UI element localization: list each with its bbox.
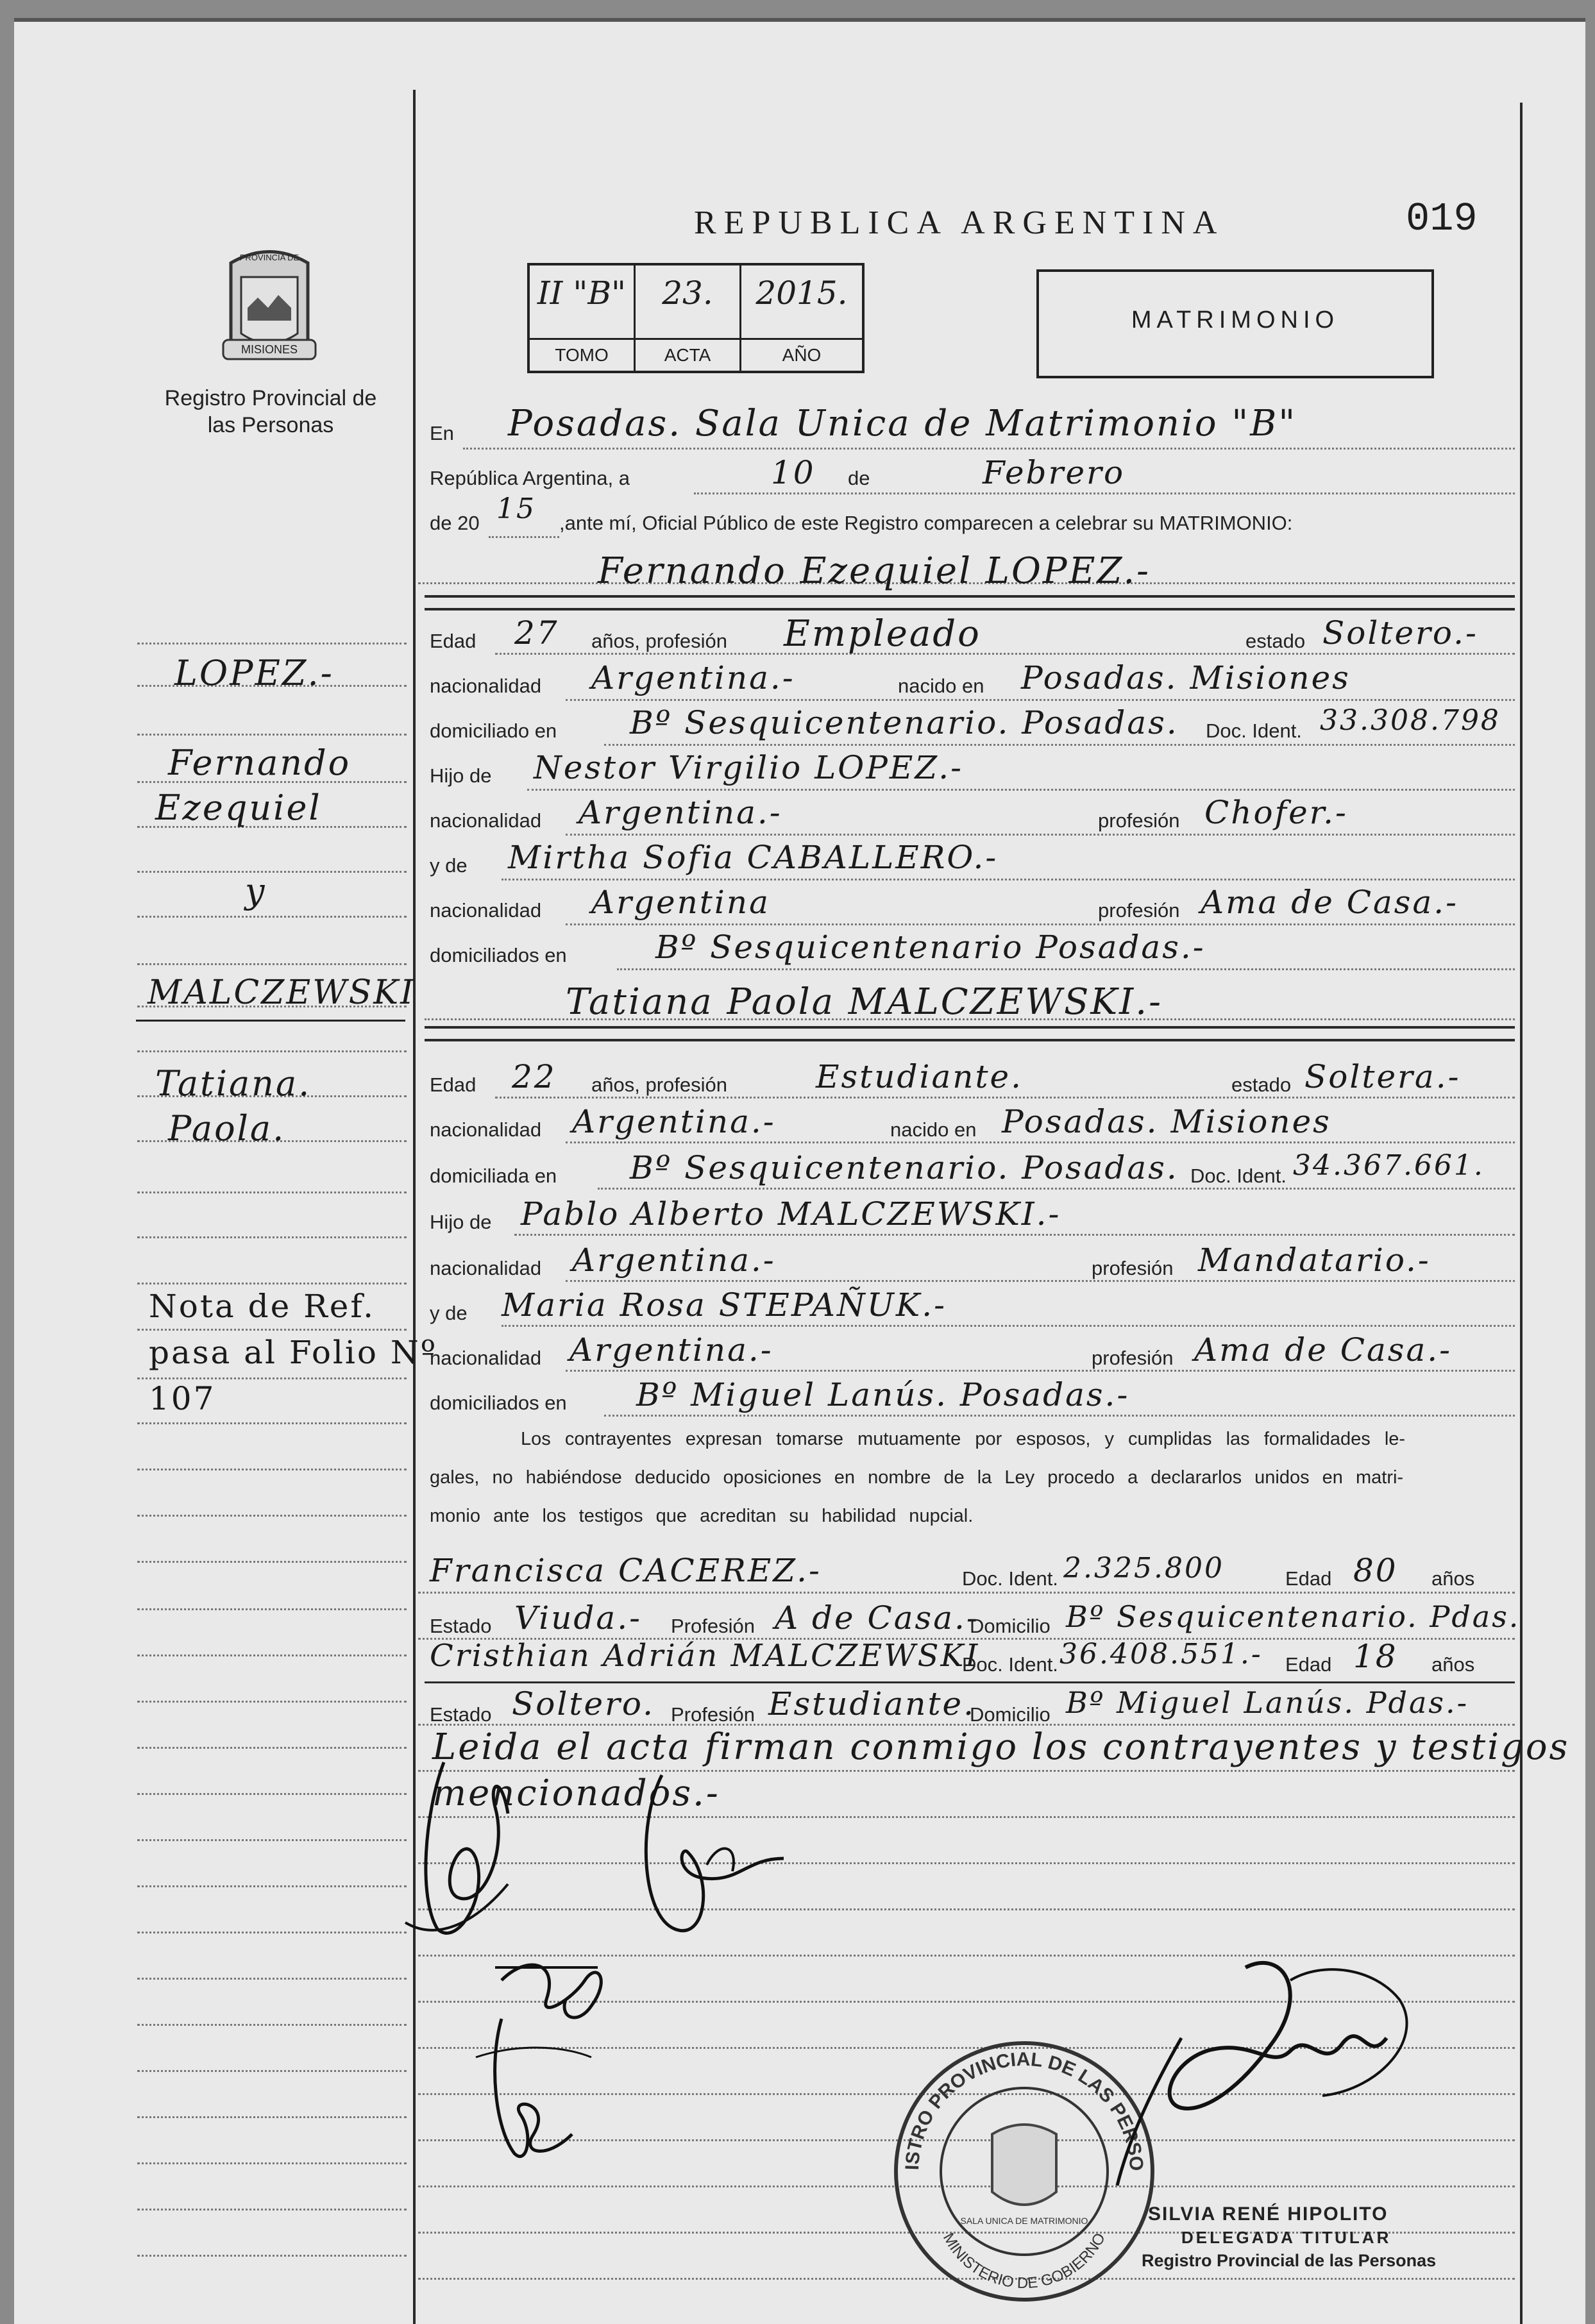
bride-nacido: Posadas. Misiones: [1002, 1103, 1331, 1140]
bride-mother-nac: Argentina.-: [570, 1331, 773, 1368]
certificate-page: [14, 18, 1585, 2324]
tomo-acta-anio-box: [527, 263, 865, 373]
groom-father-nac: Argentina.-: [578, 794, 782, 831]
groom-doc: 33.308.798: [1320, 704, 1501, 737]
misiones-emblem-icon: [218, 244, 321, 372]
acta-label: ACTA: [636, 338, 739, 371]
groom-padres-dom: Bº Sesquicentenario Posadas.-: [655, 929, 1206, 966]
groom-mother-prof-label: profesión: [1098, 899, 1180, 922]
official-signature-icon: [1079, 1942, 1438, 2198]
bride-father-prof: Mandatario.-: [1198, 1242, 1431, 1279]
country-title: REPUBLICA ARGENTINA: [694, 205, 1225, 241]
groom-nacionalidad-label: nacionalidad: [430, 675, 542, 697]
bride-estado: Soltera.-: [1304, 1058, 1461, 1095]
tomo-cell: [530, 265, 636, 371]
sidebar-name-5: MALCZEWSKI: [148, 973, 416, 1012]
groom-estado-label: estado: [1245, 630, 1306, 652]
groom-mother: Mirtha Sofia CABALLERO.-: [508, 839, 999, 876]
witness-1-profesion: A de Casa.-: [775, 1599, 979, 1637]
groom-hijo-label: Hijo de: [430, 764, 492, 787]
groom-mother-nac-label: nacionalidad: [430, 899, 542, 922]
witness-2-domicilio: Bº Miguel Lanús. Pdas.-: [1066, 1685, 1469, 1720]
bride-nacido-label: nacido en: [890, 1118, 977, 1141]
bride-nacionalidad: Argentina.-: [572, 1103, 776, 1140]
sidebar-note-3: 107: [149, 1380, 216, 1417]
emblem-top-text: PROVINCIA DE: [239, 253, 300, 262]
groom-signature-icon: [399, 1737, 591, 1948]
acta-cell: [636, 265, 741, 371]
groom-nacionalidad: Argentina.-: [591, 659, 795, 696]
bride-mother-prof-label: profesión: [1092, 1347, 1174, 1369]
groom-profesion: Empleado: [784, 613, 981, 655]
witness-2-profesion-label: Profesión: [671, 1703, 755, 1726]
tomo-value: II "B": [537, 274, 627, 312]
bride-mother-prof: Ama de Casa.-: [1194, 1331, 1453, 1368]
bride-estado-label: estado: [1231, 1074, 1292, 1096]
groom-father-prof: Chofer.-: [1204, 794, 1348, 831]
witness-1-estado-label: Estado: [430, 1615, 492, 1637]
emblem-bottom-text: MISIONES: [241, 343, 298, 356]
sidebar-name-1: LOPEZ.-: [174, 653, 334, 693]
bride-padres-dom: Bº Miguel Lanús. Posadas.-: [636, 1376, 1130, 1413]
stamp-ring-text: REGISTRO PROVINCIAL DE LAS PERSONAS: [879, 2002, 1147, 2172]
witness-1-profesion-label: Profesión: [671, 1615, 755, 1637]
anio-value: 2015.: [755, 274, 848, 312]
bride-father: Pablo Alberto MALCZEWSKI.-: [521, 1195, 1061, 1233]
en-label: En: [430, 422, 454, 444]
witness-1-edad-label: Edad: [1285, 1567, 1332, 1590]
anio-cell: [741, 265, 862, 371]
stamp-bottom-text: MINISTERIO DE GOBIERNO: [939, 2230, 1110, 2293]
bride-padres-dom-label: domiciliados en: [430, 1392, 567, 1414]
groom-domicilio-label: domiciliado en: [430, 720, 557, 742]
sidebar-note-1: Nota de Ref.: [149, 1288, 375, 1325]
bride-edad-label: Edad: [430, 1074, 477, 1096]
bride-doc-label: Doc. Ident.: [1190, 1165, 1287, 1187]
groom-edad-label: Edad: [430, 630, 477, 652]
bride-full-name: Tatiana Paola MALCZEWSKI.-: [566, 981, 1163, 1023]
sidebar-name-7: Paola.: [168, 1108, 286, 1149]
bride-father-nac-label: nacionalidad: [430, 1257, 542, 1279]
witness-2-edad-label: Edad: [1285, 1653, 1332, 1676]
act-type-box: [1036, 269, 1434, 378]
groom-edad: 27: [514, 614, 559, 652]
groom-nacido-label: nacido en: [898, 675, 984, 697]
sidebar-name-4: y: [245, 871, 267, 911]
bride-profesion: Estudiante.: [816, 1058, 1024, 1095]
bride-father-nac: Argentina.-: [572, 1242, 776, 1279]
groom-father-prof-label: profesión: [1098, 809, 1180, 832]
closing-line-1: Leida el acta firman conmigo los contrayentes y testigos: [432, 1726, 1570, 1768]
bride-doc: 34.367.661.: [1293, 1149, 1485, 1182]
day-value: 10: [771, 454, 816, 491]
bride-mother: Maria Rosa STEPAÑUK.-: [502, 1286, 947, 1324]
act-type-label: MATRIMONIO: [1131, 307, 1340, 333]
bride-mother-nac-label: nacionalidad: [430, 1347, 542, 1369]
month-value: Febrero: [983, 454, 1126, 491]
bride-father-prof-label: profesión: [1092, 1257, 1174, 1279]
left-margin-rule: [413, 90, 416, 2324]
witness-2-estado: Soltero.: [512, 1685, 655, 1722]
stamp-inner-text: SALA UNICA DE MATRIMONIO: [960, 2216, 1088, 2226]
witness-1-doc: 2.325.800: [1063, 1552, 1224, 1585]
bride-hijo-label: Hijo de: [430, 1211, 492, 1233]
sidebar-name-3: Ezequiel: [155, 787, 322, 828]
right-margin-rule: [1520, 103, 1523, 2324]
witness-1-name: Francisca CACEREZ.-: [430, 1552, 822, 1589]
year-prefix: de 20: [430, 512, 480, 534]
closing-line-2: mencionados.-: [432, 1772, 720, 1814]
groom-nacido: Posadas. Misiones: [1021, 659, 1351, 696]
groom-yde-label: y de: [430, 854, 468, 877]
groom-full-name: Fernando Ezequiel LOPEZ.-: [598, 550, 1151, 592]
witness-1-anos-label: años: [1431, 1567, 1475, 1590]
place-value: Posadas. Sala Unica de Matrimonio "B": [508, 403, 1297, 444]
groom-domicilio: Bº Sesquicentenario. Posadas.: [630, 704, 1179, 741]
witness-2-doc: 36.408.551.-: [1059, 1638, 1263, 1671]
groom-mother-prof: Ama de Casa.-: [1201, 884, 1459, 921]
witness-2-edad: 18: [1353, 1638, 1398, 1675]
acta-value: 23.: [662, 274, 713, 312]
bride-yde-label: y de: [430, 1302, 468, 1324]
folio-number: 019: [1406, 196, 1478, 242]
declaration-line-3: monio ante los testigos que acreditan su habilidad nupcial.: [430, 1506, 974, 1526]
svg-text:MINISTERIO DE GOBIERNO: [940, 2230, 1109, 2293]
declaration-line-1: Los contrayentes expresan tomarse mutuamente por esposos, y cumplidas las formalidades le-: [521, 1429, 1406, 1449]
declaration-line-2: gales, no habiéndose deducido oposiciones en nombre de la Ley procedo a declararlos unidos en matri-: [430, 1467, 1404, 1488]
witness-1-doc-label: Doc. Ident.: [962, 1567, 1058, 1590]
bride-edad: 22: [512, 1058, 557, 1095]
groom-mother-nac: Argentina: [591, 884, 770, 921]
registry-label: Registro Provincial de las Personas: [164, 386, 377, 437]
intro-statement: ,ante mí, Oficial Público de este Registro comparecen a celebrar su MATRIMONIO:: [559, 512, 1293, 534]
bride-signature-icon: [636, 1762, 803, 1955]
bride-anos-prof-label: años, profesión: [591, 1074, 727, 1096]
witness-1-edad: 80: [1353, 1552, 1398, 1589]
groom-anos-prof-label: años, profesión: [591, 630, 727, 652]
republica-label: República Argentina, a: [430, 467, 630, 489]
sidebar-note-2: pasa al Folio Nº: [149, 1334, 438, 1371]
tomo-label: TOMO: [530, 338, 634, 371]
groom-father: Nestor Virgilio LOPEZ.-: [534, 749, 964, 786]
official-title: DELEGADA TITULAR: [1181, 2228, 1392, 2247]
witness-2-name: Cristhian Adrián MALCZEWSKI: [430, 1638, 980, 1674]
bride-domicilio: Bº Sesquicentenario. Posadas.: [630, 1149, 1179, 1186]
anio-label: AÑO: [741, 338, 862, 371]
sidebar-name-6: Tatiana.: [155, 1063, 312, 1104]
witness-1-domicilio-label: Domicilio: [970, 1615, 1051, 1637]
witness-2-domicilio-label: Domicilio: [970, 1703, 1051, 1726]
groom-padres-dom-label: domiciliados en: [430, 944, 567, 966]
de-label: de: [848, 467, 870, 489]
witness-1-estado: Viuda.-: [514, 1599, 643, 1637]
groom-estado: Soltero.-: [1322, 614, 1478, 652]
official-office: Registro Provincial de las Personas: [1142, 2251, 1437, 2270]
official-name: SILVIA RENÉ HIPOLITO: [1148, 2203, 1388, 2225]
groom-father-nac-label: nacionalidad: [430, 809, 542, 832]
bride-domicilio-label: domiciliada en: [430, 1165, 557, 1187]
year-suffix: 15: [496, 493, 536, 525]
bride-nacionalidad-label: nacionalidad: [430, 1118, 542, 1141]
witness-2-signature-icon: [463, 2006, 604, 2173]
witness-2-profesion: Estudiante.: [768, 1685, 976, 1722]
witness-2-estado-label: Estado: [430, 1703, 492, 1726]
witness-1-domicilio: Bº Sesquicentenario. Pdas.: [1066, 1599, 1521, 1634]
sidebar-name-2: Fernando: [168, 743, 351, 783]
witness-2-anos-label: años: [1431, 1653, 1475, 1676]
groom-doc-label: Doc. Ident.: [1206, 720, 1302, 742]
witness-2-doc-label: Doc. Ident.: [962, 1653, 1058, 1676]
